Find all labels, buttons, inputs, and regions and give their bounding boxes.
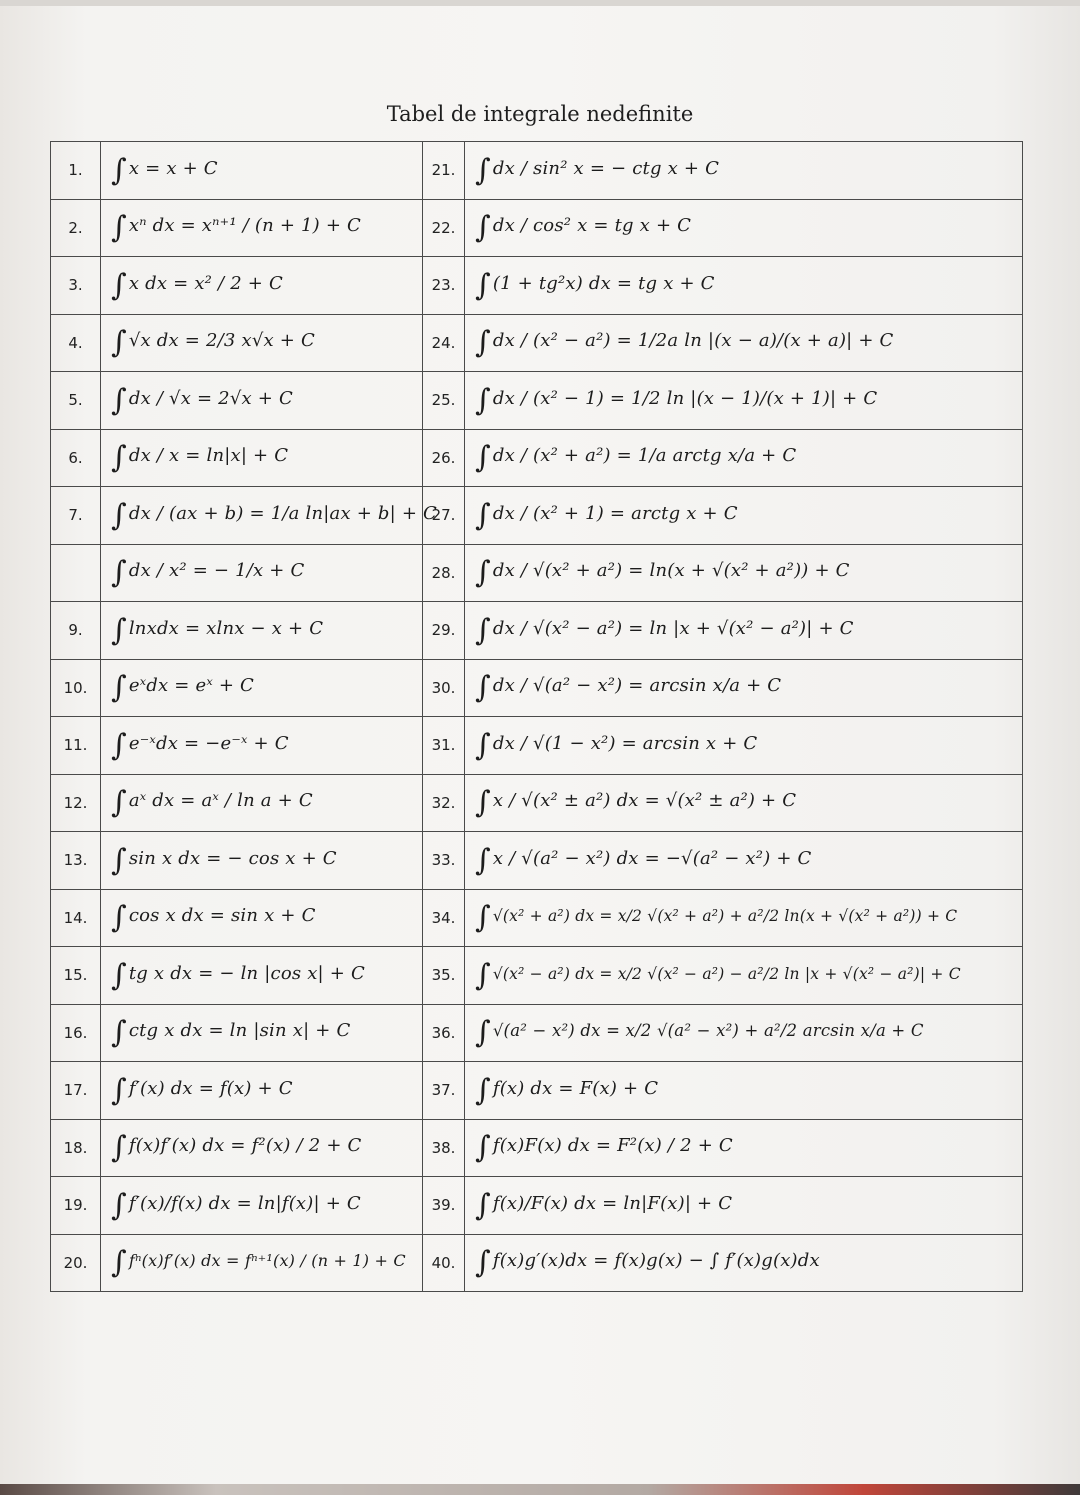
formula-left (101, 889, 423, 947)
formula-right (465, 372, 1023, 430)
row-number-left: 6. (51, 429, 101, 487)
integral-sign-icon: ∫ (111, 325, 127, 361)
row-number-left (51, 544, 101, 602)
formula-text: √(a² − x²) dx = x/2 √(a² − x²) + a²/2 arcsin x/a + C (492, 1021, 924, 1041)
row-number-left: 15. (51, 947, 101, 1005)
formula-text: tg x dx = − ln |cos x| + C (128, 962, 365, 984)
integral-sign-icon: ∫ (475, 900, 491, 936)
row-number-left: 9. (51, 602, 101, 660)
formula-right (465, 142, 1023, 200)
row-number-right: 32. (423, 774, 465, 832)
row-number-right: 26. (423, 429, 465, 487)
formula-right (465, 832, 1023, 890)
integral-sign-icon: ∫ (111, 382, 127, 418)
row-number-right: 30. (423, 659, 465, 717)
formula-left (101, 199, 423, 257)
table-row (51, 889, 1023, 947)
formula-left (101, 1119, 423, 1177)
formula-right (465, 774, 1023, 832)
row-number-right: 37. (423, 1062, 465, 1120)
formula-text: √(x² + a²) dx = x/2 √(x² + a²) + a²/2 ln(x + √(x² + a²)) + C (492, 907, 958, 926)
row-number-left: 11. (51, 717, 101, 775)
formula-text: (1 + tg²x) dx = tg x + C (492, 272, 715, 294)
table-row (51, 487, 1023, 545)
row-number-left: 12. (51, 774, 101, 832)
table-row (51, 199, 1023, 257)
table-row (51, 832, 1023, 890)
formula-text: x dx = x² / 2 + C (128, 272, 283, 294)
formula-text: √x dx = 2/3 x√x + C (128, 330, 315, 352)
row-number-right: 23. (423, 257, 465, 315)
formula-text: eˣdx = eˣ + C (128, 675, 255, 697)
formula-text: dx / √(x² + a²) = ln(x + √(x² + a²)) + C (492, 560, 850, 582)
formula-left (101, 1177, 423, 1235)
formula-text: f(x)g′(x)dx = f(x)g(x) − ∫ f′(x)g(x)dx (492, 1250, 820, 1272)
integral-sign-icon: ∫ (475, 267, 491, 303)
integral-sign-icon: ∫ (475, 497, 491, 533)
integrals-table (50, 141, 1023, 1292)
row-number-left: 7. (51, 487, 101, 545)
formula-left (101, 1004, 423, 1062)
formula-text: lnxdx = xlnx − x + C (128, 617, 324, 639)
table-row (51, 1004, 1023, 1062)
table-row (51, 602, 1023, 660)
table-row (51, 1234, 1023, 1292)
integrals-table-body (51, 142, 1023, 1292)
integral-sign-icon: ∫ (111, 612, 127, 648)
integral-sign-icon: ∫ (475, 670, 491, 706)
integral-sign-icon: ∫ (475, 727, 491, 763)
integral-sign-icon: ∫ (111, 785, 127, 821)
formula-text: f(x)/F(x) dx = ln|F(x)| + C (492, 1192, 733, 1214)
integral-sign-icon: ∫ (475, 957, 491, 993)
formula-text: f′(x)/f(x) dx = ln|f(x)| + C (128, 1192, 361, 1214)
formula-left (101, 142, 423, 200)
paper-edge-top (0, 0, 1080, 6)
row-number-left: 17. (51, 1062, 101, 1120)
row-number-left: 1. (51, 142, 101, 200)
integral-sign-icon: ∫ (111, 497, 127, 533)
paper-edge-bottom (0, 1484, 1080, 1495)
formula-right (465, 1062, 1023, 1120)
row-number-left: 13. (51, 832, 101, 890)
integral-sign-icon: ∫ (111, 957, 127, 993)
table-row (51, 1119, 1023, 1177)
formula-right (465, 487, 1023, 545)
formula-right (465, 1177, 1023, 1235)
formula-left (101, 659, 423, 717)
formula-left (101, 717, 423, 775)
integral-sign-icon: ∫ (475, 842, 491, 878)
formula-text: e⁻ˣdx = −e⁻ˣ + C (128, 732, 289, 754)
integral-sign-icon: ∫ (475, 1130, 491, 1166)
integral-sign-icon: ∫ (111, 210, 127, 246)
integral-sign-icon: ∫ (111, 727, 127, 763)
formula-text: f(x)F(x) dx = F²(x) / 2 + C (492, 1135, 733, 1157)
row-number-right: 22. (423, 199, 465, 257)
table-row (51, 774, 1023, 832)
table-row (51, 659, 1023, 717)
row-number-right: 39. (423, 1177, 465, 1235)
formula-text: cos x dx = sin x + C (128, 905, 316, 927)
row-number-right: 29. (423, 602, 465, 660)
formula-text: dx / (x² − a²) = 1/2a ln |(x − a)/(x + a)| + C (492, 330, 894, 352)
formula-left (101, 487, 438, 545)
formula-text: dx / √(a² − x²) = arcsin x/a + C (492, 675, 782, 697)
formula-left (101, 429, 423, 487)
row-number-right: 21. (423, 142, 465, 200)
formula-text: f(x)f′(x) dx = f²(x) / 2 + C (128, 1135, 362, 1157)
integral-sign-icon: ∫ (475, 555, 491, 591)
integral-sign-icon: ∫ (475, 210, 491, 246)
formula-left (101, 1234, 423, 1292)
formula-right (465, 314, 1023, 372)
formula-text: ctg x dx = ln |sin x| + C (128, 1020, 351, 1042)
row-number-right: 25. (423, 372, 465, 430)
integral-sign-icon: ∫ (111, 900, 127, 936)
table-row (51, 142, 1023, 200)
formula-text: √(x² − a²) dx = x/2 √(x² − a²) − a²/2 ln |x + √(x² − a²)| + C (492, 964, 961, 983)
integral-sign-icon: ∫ (111, 267, 127, 303)
formula-text: x / √(x² ± a²) dx = √(x² ± a²) + C (492, 790, 797, 812)
row-number-right: 36. (423, 1004, 465, 1062)
formula-left (101, 832, 423, 890)
row-number-left: 10. (51, 659, 101, 717)
table-row (51, 372, 1023, 430)
formula-text: f(x) dx = F(x) + C (492, 1077, 659, 1099)
table-row (51, 717, 1023, 775)
formula-right (465, 889, 1023, 947)
integral-sign-icon: ∫ (111, 670, 127, 706)
formula-left (101, 544, 423, 602)
row-number-right: 38. (423, 1119, 465, 1177)
table-row (51, 1177, 1023, 1235)
integral-sign-icon: ∫ (111, 1245, 127, 1281)
row-number-right: 28. (423, 544, 465, 602)
integral-sign-icon: ∫ (475, 382, 491, 418)
formula-left (101, 314, 423, 372)
integral-sign-icon: ∫ (475, 325, 491, 361)
integral-sign-icon: ∫ (111, 1072, 127, 1108)
formula-right (465, 199, 1023, 257)
integral-sign-icon: ∫ (475, 440, 491, 476)
formula-right (465, 257, 1023, 315)
integral-sign-icon: ∫ (475, 1072, 491, 1108)
formula-text: f′(x) dx = f(x) + C (128, 1077, 293, 1099)
formula-right (465, 429, 1023, 487)
table-row (51, 429, 1023, 487)
integral-sign-icon: ∫ (111, 555, 127, 591)
row-number-right: 31. (423, 717, 465, 775)
formula-text: dx / (ax + b) = 1/a ln|ax + b| + C (128, 502, 438, 524)
integral-sign-icon: ∫ (475, 785, 491, 821)
formula-text: dx / √(x² − a²) = ln |x + √(x² − a²)| + C (492, 617, 854, 639)
integral-sign-icon: ∫ (475, 152, 491, 188)
row-number-left: 16. (51, 1004, 101, 1062)
formula-text: dx / cos² x = tg x + C (492, 215, 692, 237)
table-row (51, 947, 1023, 1005)
integral-sign-icon: ∫ (475, 1245, 491, 1281)
integral-sign-icon: ∫ (475, 612, 491, 648)
integral-sign-icon: ∫ (111, 1130, 127, 1166)
row-number-left: 3. (51, 257, 101, 315)
formula-right (465, 602, 1023, 660)
row-number-right: 24. (423, 314, 465, 372)
row-number-left: 20. (51, 1234, 101, 1292)
formula-text: x = x + C (128, 157, 218, 179)
formula-text: dx / sin² x = − ctg x + C (492, 157, 720, 179)
formula-text: aˣ dx = aˣ / ln a + C (128, 790, 313, 812)
formula-right (465, 1119, 1023, 1177)
row-number-left: 2. (51, 199, 101, 257)
formula-left (101, 774, 423, 832)
formula-right (465, 1234, 1023, 1292)
integral-sign-icon: ∫ (111, 440, 127, 476)
formula-right (465, 544, 1023, 602)
formula-text: dx / (x² + 1) = arctg x + C (492, 502, 738, 524)
formula-right (465, 659, 1023, 717)
row-number-left: 18. (51, 1119, 101, 1177)
formula-text: xⁿ dx = xⁿ⁺¹ / (n + 1) + C (128, 215, 361, 237)
integral-sign-icon: ∫ (111, 842, 127, 878)
row-number-right: 35. (423, 947, 465, 1005)
formula-left (101, 372, 423, 430)
row-number-left: 19. (51, 1177, 101, 1235)
row-number-right: 27. (423, 487, 465, 545)
formula-right (465, 1004, 1023, 1062)
formula-left (101, 1062, 423, 1120)
formula-left (101, 602, 423, 660)
integral-sign-icon: ∫ (475, 1015, 491, 1051)
row-number-right: 33. (423, 832, 465, 890)
table-row (51, 1062, 1023, 1120)
formula-text: dx / √x = 2√x + C (128, 387, 293, 409)
formula-right (465, 947, 1023, 1005)
formula-text: x / √(a² − x²) dx = −√(a² − x²) + C (492, 847, 812, 869)
page-title: Tabel de integrale nedefinite (386, 102, 694, 126)
row-number-left: 14. (51, 889, 101, 947)
integral-sign-icon: ∫ (111, 1187, 127, 1223)
table-row (51, 257, 1023, 315)
formula-text: dx / (x² − 1) = 1/2 ln |(x − 1)/(x + 1)| + C (492, 387, 878, 409)
formula-left (101, 257, 423, 315)
formula-right (465, 717, 1023, 775)
integral-sign-icon: ∫ (111, 152, 127, 188)
integral-sign-icon: ∫ (111, 1015, 127, 1051)
table-row (51, 544, 1023, 602)
row-number-left: 5. (51, 372, 101, 430)
formula-text: dx / √(1 − x²) = arcsin x + C (492, 732, 758, 754)
row-number-left: 4. (51, 314, 101, 372)
table-row (51, 314, 1023, 372)
row-number-right: 34. (423, 889, 465, 947)
formula-left (101, 947, 423, 1005)
formula-text: sin x dx = − cos x + C (128, 847, 337, 869)
formula-text: fⁿ(x)f′(x) dx = fⁿ⁺¹(x) / (n + 1) + C (128, 1251, 406, 1271)
row-number-right: 40. (423, 1234, 465, 1292)
formula-text: dx / x² = − 1/x + C (128, 560, 305, 582)
integral-sign-icon: ∫ (475, 1187, 491, 1223)
formula-text: dx / (x² + a²) = 1/a arctg x/a + C (492, 445, 797, 467)
formula-text: dx / x = ln|x| + C (128, 445, 289, 467)
